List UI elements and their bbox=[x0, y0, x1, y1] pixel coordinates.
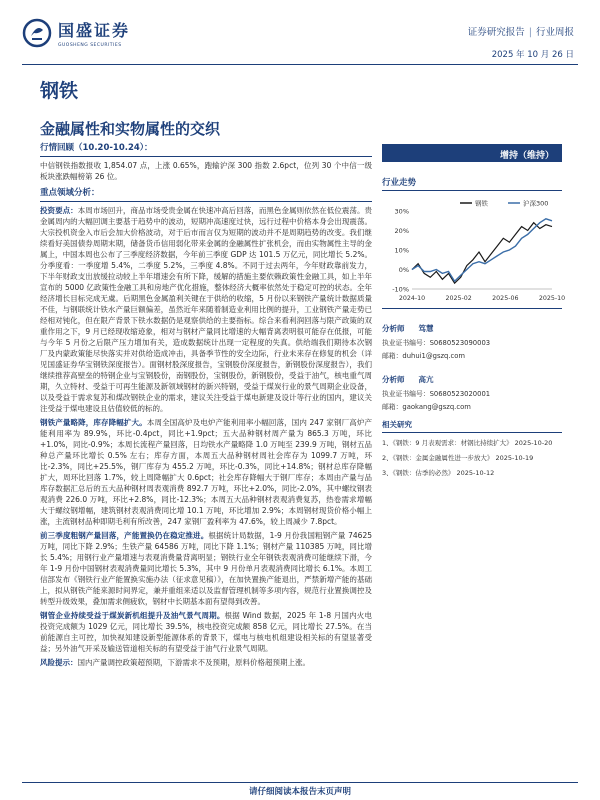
y-tick-label: 0% bbox=[398, 266, 409, 274]
x-tick-label: 2025-02 bbox=[445, 295, 472, 302]
body-paragraph bbox=[40, 530, 372, 607]
section-title: 重点领域分析： bbox=[40, 185, 372, 202]
body-paragraph bbox=[40, 610, 372, 654]
body-paragraph bbox=[40, 160, 372, 182]
report-date: 2025 年 10 月 26 日 bbox=[491, 50, 574, 60]
paragraph-lead: 钢铁产量略降，库存降幅扩大。 bbox=[40, 418, 147, 427]
paragraph-text: 中信钢铁指数报收 1,854.07 点，上涨 0.65%，跑输沪深 300 指数 2.6pct，位列 30 个中信一级板块涨跌幅榜第 26 位。 bbox=[40, 161, 372, 181]
report-sub-label: 行业周报 bbox=[535, 27, 574, 38]
analyst-role: 分析师 bbox=[382, 375, 405, 384]
series-line-2 bbox=[412, 219, 552, 281]
related-research-list bbox=[382, 438, 562, 478]
report-headline: 金融属性和实物属性的交织 bbox=[40, 120, 221, 138]
related-date: 2025-10-12 bbox=[456, 469, 495, 477]
y-tick-label: -10% bbox=[392, 285, 409, 294]
related-title: 3、《钢铁：估季的必然》 bbox=[382, 469, 457, 477]
legend-label: 沪深300 bbox=[523, 199, 549, 208]
analyst-license: 执业证书编号：S0680523020001 bbox=[382, 390, 491, 398]
y-tick-label: 30% bbox=[394, 207, 409, 216]
section-title: 行情回顾（10.20-10.24）： bbox=[40, 140, 372, 157]
x-tick-label: 2024-10 bbox=[398, 295, 426, 302]
analyst-heading bbox=[382, 374, 562, 385]
analyst-name: 笃慧 bbox=[418, 324, 434, 333]
related-date: 2025-10-19 bbox=[495, 454, 534, 462]
related-research-title: 相关研究 bbox=[382, 419, 562, 433]
analyst-heading bbox=[382, 323, 562, 334]
footer-disclaimer: 请仔细阅读本报告末页声明 bbox=[22, 782, 578, 797]
brand-name-en: GUOSHENG SECURITIES bbox=[58, 43, 122, 48]
legend-label: 钢铁 bbox=[475, 199, 488, 208]
trend-chart-svg bbox=[382, 197, 566, 309]
paragraph-lead: 钢管企业持续受益于煤炭新机组提升及油气景气周期。 bbox=[40, 611, 225, 620]
related-research-item[interactable] bbox=[382, 438, 562, 448]
body-paragraph bbox=[40, 417, 372, 527]
x-tick-label: 2025-06 bbox=[492, 295, 519, 302]
report-type-label: 证券研究报告 bbox=[467, 27, 525, 38]
paragraph-text: 本周市场回升，商品市场受贵金属在快速冲高后回落，而黑色金属则依然在低位震荡。贵金属周内的大幅回调主要基于趋势中的波动，短期冲高速度过快，远行过程中价格本身会出现震荡。大宗投机资金入市后会加大价格波动，对于后市而言仅为短期的波动并不是周期趋势的改变。我们继续看好美国债券周期末期，储备货币信用弱化带来金属的金融属性扩张机会，而由实物属性主导的金属上，中国本周也公布了三季度经济数据，今年前三季度 GDP 达 101.5 万亿元，同比增长 5.2%。分季度看：一季度增 5.4%，二季度 5.2%，三季度 4.8%。不同于过去两年，今年财政靠前发力，下半年财政支出放缓拉动较上半年增速会有所下降，缓解的措施主要依赖政策性金融工具，如上半年宣布的 5000 亿政策性金融工具和房地产优化措施，整体经济大概率依然处于稳定可控的状态。全年经济增长目标完成无虞。后期黑色金属盈利关键在于供给的收缩，5 月份以来钢铁产量统计数据质量不佳，与钢联统计铁水产量巨额偏差，虽然近年来随着制造业利用比例的提升，工业钢铁产量走势已经相对钝化，但在限产背景下铁水数据仍是观察供给的主要指标。综合来看利润回落与限产政策的双重作用之下，9 月已经现收缩迹象，相对与钢材产量同比增速的大幅背离表明很可能存在低报，可能与今年 5 月份之后限产压力增加有关，造成数据统计出现一定程度的失真。供给端我们期待本次钢厂及内蒙政策能尽快落实并对供给造成冲击，具备季节性的安全边际，行业未来存在修复的机会（详见国盛证券华宝钢铁深度报告）。面钢材股深度报告，宝钢股份深度报告，新钢股份深度报告），我们继续推荐高壁垒的特钢企业与宝钢股份，南钢股份，宝钢股份，新钢股份，受益于油气，核电重气周期，久立特材、受益于可再生能源及新领域钢材的新兴特钢，受益于煤炭行业的景气周期企业设备，以及受益于需求复苏和煤改钢铁企业的需求，建议关注受益于煤电新建及设计等行业的国内，建议关注受益于煤电建设且估值较低的标的。 bbox=[40, 206, 372, 413]
analyst-email[interactable]: 邮箱：gaokang@gszq.com bbox=[382, 403, 471, 411]
related-date: 2025-10-20 bbox=[514, 439, 553, 447]
industry-title: 钢铁 bbox=[40, 80, 79, 102]
paragraph-lead: 前三季度粗钢产量回落，产能置换仍在稳定推进。 bbox=[40, 531, 209, 540]
brand-name: 国盛证券 bbox=[58, 21, 131, 40]
chart-section-title: 行业走势 bbox=[382, 176, 562, 191]
report-type: 证券研究报告 | 行业周报 bbox=[467, 27, 574, 38]
paragraph-lead: 风险提示： bbox=[40, 658, 78, 667]
analyst-license: 执业证书编号：S0680523090003 bbox=[382, 339, 491, 347]
body-paragraph bbox=[40, 657, 372, 668]
header-divider bbox=[22, 64, 578, 65]
paragraph-lead: 投资要点： bbox=[40, 206, 78, 215]
body-paragraph bbox=[40, 205, 372, 414]
paragraph-text: 根据 Wind 数据，2025 年 1-8 月国内火电投资完成额为 1029 亿元，同比增长 39.5%，核电投资完成额 858 亿元，同比增长 27.5%。在当前能源自主可控，加快视知建设新型能源体系的背景下，煤电与核电机组建设相关标的有望显著受益；另外油气开采及输送管道相关标的有望受益于油气行业景气周期。 bbox=[40, 611, 372, 653]
analyst-list bbox=[382, 323, 562, 411]
analyst-role: 分析师 bbox=[382, 324, 405, 333]
paragraph-text: 国内产量调控政策超预期，下游需求不及预期，原料价格超预期上涨。 bbox=[77, 658, 310, 667]
paragraph-text: 本周全国高炉及电炉产能利用率小幅回落，国内 247 家钢厂高炉产能利用率为 89.9%，环比-0.4pct，同比+1.9pct；五大品种钢材周产量为 865.3 万吨，环比+1.0%，同比-0.9%；本周长流程产量回落，日均铁水产量略降 1.0 万吨至 239.9 万吨，钢材五品种总产量环比增长 0.5% 左右；库存方面，本周五大品种钢材周社会库存为 1099.7 万吨，环比-2.3%，同比+25.5%，钢厂库存为 455.2 万吨，环比-0.3%，同比+14.8%；钢材总库存降幅扩大，周环比回落 1.7%，较上周降幅扩大 0.6pct；社会库存降幅大于钢厂库存；本周由产量与品库存数据汇总后的五大品种钢材周表观消费 892.7 万吨，环比+2.0%，同比-2.0%，其中螺纹钢表观消费 226.0 万吨，环比+2.8%，同比-12.3%；本周五大品种钢材表观消费复苏，热卷需求增幅大于螺纹钢增幅，建筑钢材表观消费同比增 10.1 万吨，环比增加 2.9%；本周钢材现货价格小幅上涨，主流钢材品种即期毛利有所改善，247 家钢厂盈利率为 47.6%，较上周减少 7.8pct。 bbox=[40, 418, 372, 526]
related-research-item[interactable] bbox=[382, 453, 562, 463]
paragraph-text: 根据统计局数据，1-9 月份我国粗钢产量 74625 万吨，同比下降 2.9%；生铁产量 64586 万吨，同比下降 1.1%；钢材产量 110385 万吨，同比增长 5.4%；用钢行业产量增速与表观消费量背离明显；钢铁行业全年钢铁表观消费可能继续下滑，今年 1-9 月份中国钢材表观消费量同比增长 5.3%，其中 9 月份单月表观消费同比增长 6.1%。本周工信部发布《钢铁行业产能置换实施办法（征求意见稿）》，在加快置换产能退出，严禁新增产能的基础上，拟从钢铁产能来源时间界定，兼并重组来适以及监督管理机制等多项内容，规范行业置换调控及转型升级效果，叠加需求侧疲软，钢材中长期基本面有望得到改善。 bbox=[40, 531, 372, 606]
related-title: 1、《钢铁：9 月表观需求：材钢比持续扩大》 bbox=[382, 439, 515, 447]
related-research-item[interactable] bbox=[382, 468, 562, 478]
brand bbox=[22, 18, 130, 48]
industry-trend-chart bbox=[382, 197, 566, 309]
y-tick-label: 10% bbox=[394, 246, 409, 255]
sidebar bbox=[382, 144, 566, 478]
logo-icon bbox=[22, 18, 52, 48]
main-content bbox=[40, 140, 372, 671]
y-tick-label: 20% bbox=[394, 227, 409, 235]
analyst-name: 高亢 bbox=[418, 375, 434, 384]
related-title: 2、《钢铁：金属金融属性进一步放大》 bbox=[382, 454, 496, 462]
x-tick-label: 2025-10 bbox=[538, 295, 566, 302]
rating-badge: 增持（维持） bbox=[382, 144, 562, 162]
analyst-email[interactable]: 邮箱：duhui1@gszq.com bbox=[382, 352, 466, 360]
